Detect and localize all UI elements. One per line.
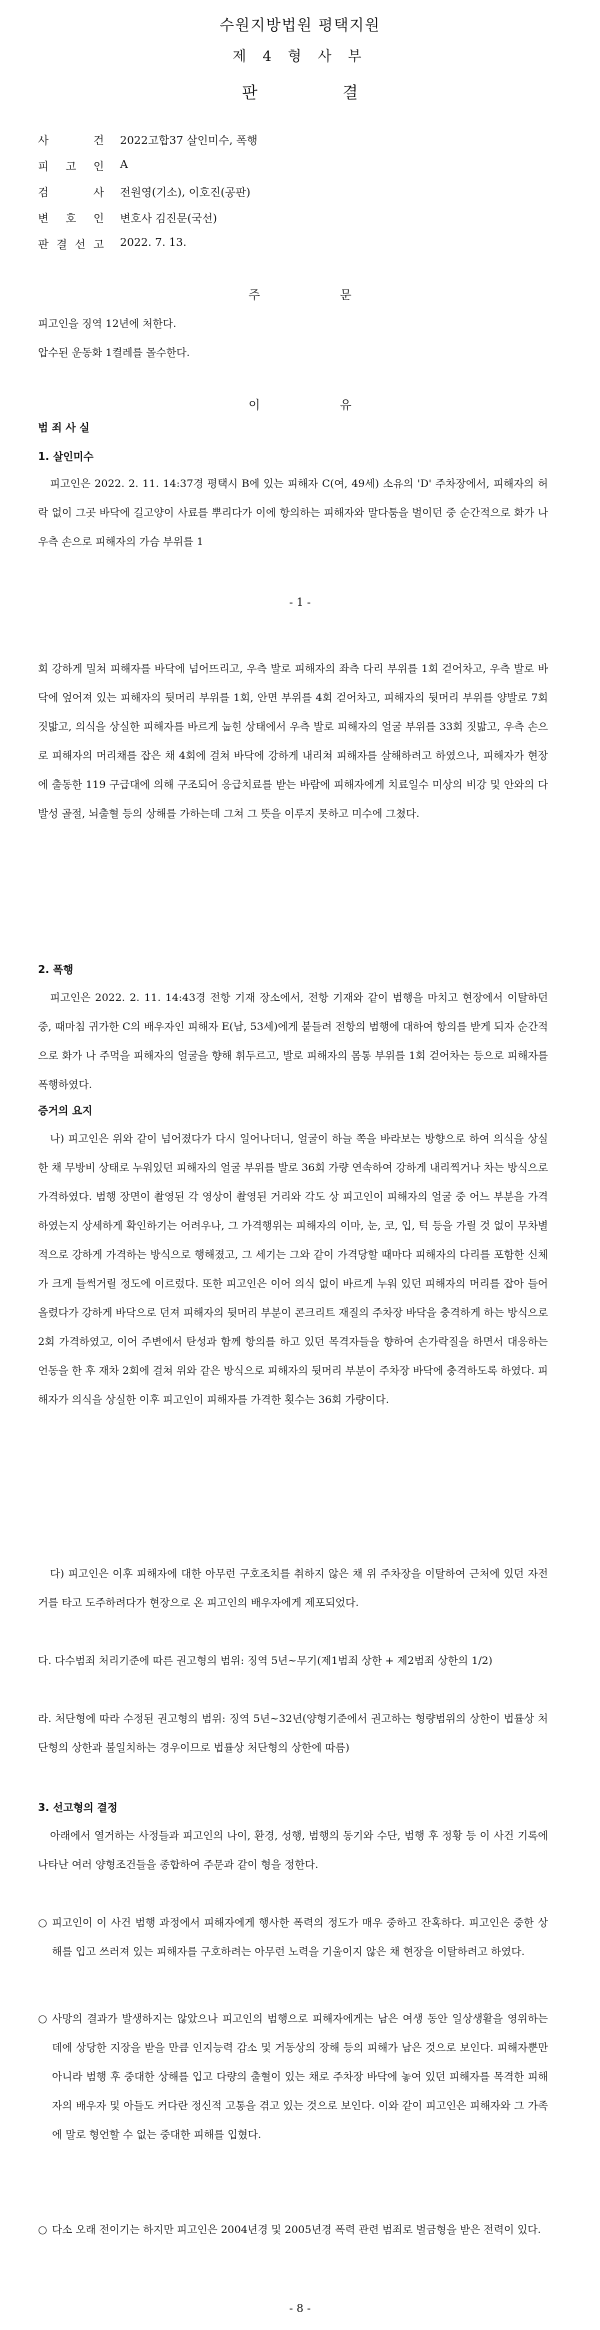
meta-label: 판 결 선 고 bbox=[38, 238, 104, 251]
list-item-text: 다소 오래 전이기는 하지만 피고인은 2004년경 및 2005년경 폭력 관련 범죄로 벌금형을 받은 전력이 있다. bbox=[52, 2224, 541, 2236]
division-name: 제 4 형 사 부 bbox=[232, 49, 368, 65]
order-heading: 주 문 bbox=[248, 288, 390, 302]
page-number: - 1 - bbox=[289, 596, 311, 609]
meta-value: 2022. 7. 13. bbox=[120, 236, 187, 249]
bullet-icon: ○ bbox=[38, 1917, 48, 1929]
section-title: 2. 폭행 bbox=[38, 964, 74, 976]
paragraph: 다) 피고인은 이후 피해자에 대한 아무런 구호조치를 취하지 않은 채 위 주차장을 이탈하여 근처에 있던 자전거를 타고 도주하려다가 현장으로 온 피고인의 배우자에게 제포되었다. bbox=[38, 1568, 548, 1609]
paragraph: 회 강하게 밀쳐 피해자를 바닥에 넘어뜨리고, 우측 발로 피해자의 좌측 다리 부위를 1회 걷어차고, 우측 발로 바닥에 엎어져 있는 피해자의 뒷머리 부위를 1회, 안면 부위를 4회 걷어차고, 피해자의 뒷머리 부위를 양발로 7회 짓밟고, 의식을 상실한 피해자를 바르게 눕힌 상태에서 우측 발로 피해자의 얼굴 부위를 33회 짓밟고, 우측 손으로 피해자의 머리채를 잡은 채 4회에 걸쳐 바닥에 강하게 내리쳐 피해자를 살해하려고 하였으나, 피해자가 현장에 출동한 119 구급대에 의해 구조되어 응급치료를 받는 바람에 피해자에게 치료일수 미상의 비강 및 안와의 다발성 골절, 뇌출혈 등의 상해를 가하는데 그쳐 그 뜻을 이루지 못하고 미수에 그쳤다. bbox=[38, 663, 548, 820]
page-number: - 8 - bbox=[289, 2302, 311, 2315]
meta-label: 검 사 bbox=[38, 186, 104, 199]
meta-row-prosecutor bbox=[38, 184, 558, 204]
meta-value: A bbox=[120, 158, 128, 171]
section-title: 3. 선고형의 결정 bbox=[38, 1802, 118, 1814]
paragraph: 피고인은 2022. 2. 11. 14:37경 평택시 B에 있는 피해자 C(여, 49세) 소유의 'D' 주차장에서, 피해자의 허락 없이 그곳 바닥에 길고양이 사료를 뿌리다가 이에 항의하는 피해자와 말다툼을 벌이던 중 순간적으로 화가 나 우측 손으로 피해자의 가슴 부위를 1 bbox=[38, 478, 548, 548]
meta-value: 2022고합37 살인미수, 폭행 bbox=[120, 134, 258, 147]
list-item-text: 사망의 결과가 발생하지는 않았으나 피고인의 범행으로 피해자에게는 남은 여생 동안 일상생활을 영위하는 데에 상당한 지장을 받을 만큼 인지능력 감소 및 거동상의 장해 등의 피해가 남은 것으로 보인다. 피해자뿐만 아니라 범행 후 중대한 상해를 입고 다량의 출혈이 있는 채로 주차장 바닥에 놓여 있던 피해자를 목격한 피해자의 배우자 및 아들도 커다란 정신적 고통을 겪고 있는 것으로 보인다. 이와 같이 피고인은 피해자와 그 가족에 말로 형언할 수 없는 중대한 피해를 입혔다. bbox=[52, 2013, 548, 2141]
list-item-text: 피고인이 이 사건 범행 과정에서 피해자에게 행사한 폭력의 정도가 매우 중하고 잔혹하다. 피고인은 중한 상해를 입고 쓰러져 있는 피해자를 구호하려는 아무런 노력을 기울이지 않은 채 현장을 이탈하려고 하였다. bbox=[52, 1917, 548, 1958]
order-line: 피고인을 징역 12년에 처한다. bbox=[38, 318, 177, 330]
paragraph: 피고인은 2022. 2. 11. 14:43경 전항 기재 장소에서, 전항 기재와 같이 범행을 마치고 현장에서 이탈하던 중, 때마침 귀가한 C의 배우자인 피해자 E(남, 53세)에게 붙들려 전항의 범행에 대하여 항의를 받게 되자 순간적으로 화가 나 주먹을 피해자의 얼굴을 향해 휘두르고, 발로 피해자의 몸통 부위를 1회 걷어차는 등으로 피해자를 폭행하였다. bbox=[38, 992, 548, 1091]
meta-row-case bbox=[38, 132, 558, 152]
bullet-icon: ○ bbox=[38, 2224, 48, 2236]
paragraph: 다. 다수범죄 처리기준에 따른 권고형의 범위: 징역 5년~무기(제1범죄 상한 + 제2범죄 상한의 1/2) bbox=[38, 1655, 493, 1667]
meta-row-date bbox=[38, 236, 558, 256]
meta-label: 사 건 bbox=[38, 134, 104, 147]
paragraph: 아래에서 열거하는 사정들과 피고인의 나이, 환경, 성행, 범행의 동기와 수단, 범행 후 정황 등 이 사건 기록에 나타난 여러 양형조건들을 종합하여 주문과 같이 형을 정한다. bbox=[38, 1830, 548, 1871]
section-title: 1. 살인미수 bbox=[38, 451, 94, 463]
meta-label: 변 호 인 bbox=[38, 212, 104, 225]
crime-facts-title: 범 죄 사 실 bbox=[38, 422, 90, 434]
meta-row-defendant bbox=[38, 158, 558, 178]
order-line: 압수된 운동화 1켤레를 몰수한다. bbox=[38, 347, 190, 359]
reasons-heading: 이 유 bbox=[248, 398, 390, 412]
evidence-title: 증거의 요지 bbox=[38, 1105, 93, 1117]
meta-label: 피 고 인 bbox=[38, 160, 104, 173]
bullet-icon: ○ bbox=[38, 2013, 48, 2025]
document-type: 판 결 bbox=[242, 83, 398, 102]
meta-value: 전원영(기소), 이호진(공판) bbox=[120, 186, 251, 199]
meta-value: 변호사 김진문(국선) bbox=[120, 212, 218, 225]
paragraph: 라. 처단형에 따라 수정된 권고형의 범위: 징역 5년~32년(양형기준에서 권고하는 형량범위의 상한이 법률상 처단형의 상한과 불일치하는 경우이므로 법률상 처단형의 상한에 따름) bbox=[38, 1713, 548, 1754]
meta-row-counsel bbox=[38, 210, 558, 230]
court-name: 수원지방법원 평택지원 bbox=[219, 16, 381, 34]
paragraph: 나) 피고인은 위와 같이 넘어졌다가 다시 일어나더니, 얼굴이 하늘 쪽을 바라보는 방향으로 하여 의식을 상실한 채 무방비 상태로 누워있던 피해자의 얼굴 부위를 발로 36회 가량 연속하여 강하게 내리찍거나 차는 방식으로 가격하였다. 범행 장면이 촬영된 각 영상이 촬영된 거리와 각도 상 피고인이 피해자의 얼굴 중 어느 부분을 가격하였는지 상세하게 확인하기는 어려우나, 그 가격행위는 피해자의 이마, 눈, 코, 입, 턱 등을 가릴 것 없이 무차별적으로 강하게 가격하는 방식으로 행해졌고, 그 세기는 그와 같이 가격당할 때마다 피해자의 다리를 포함한 신체가 크게 들썩거릴 정도에 이르렀다. 또한 피고인은 이어 의식 없이 바르게 누워 있던 피해자의 머리를 잡아 들어올렸다가 강하게 바닥으로 던져 피해자의 뒷머리 부분이 콘크리트 재질의 주차장 바닥을 충격하게 하는 방식으로 2회 가격하였고, 이어 주변에서 탄성과 함께 항의를 하고 있던 목격자들을 향하여 손가락질을 하면서 대응하는 언동을 한 후 재차 2회에 걸쳐 위와 같은 방식으로 피해자의 뒷머리 부분이 주차장 바닥에 충격하도록 하였다. 피해자가 의식을 상실한 이후 피고인이 피해자를 가격한 횟수는 36회 가량이다. bbox=[38, 1133, 548, 1406]
